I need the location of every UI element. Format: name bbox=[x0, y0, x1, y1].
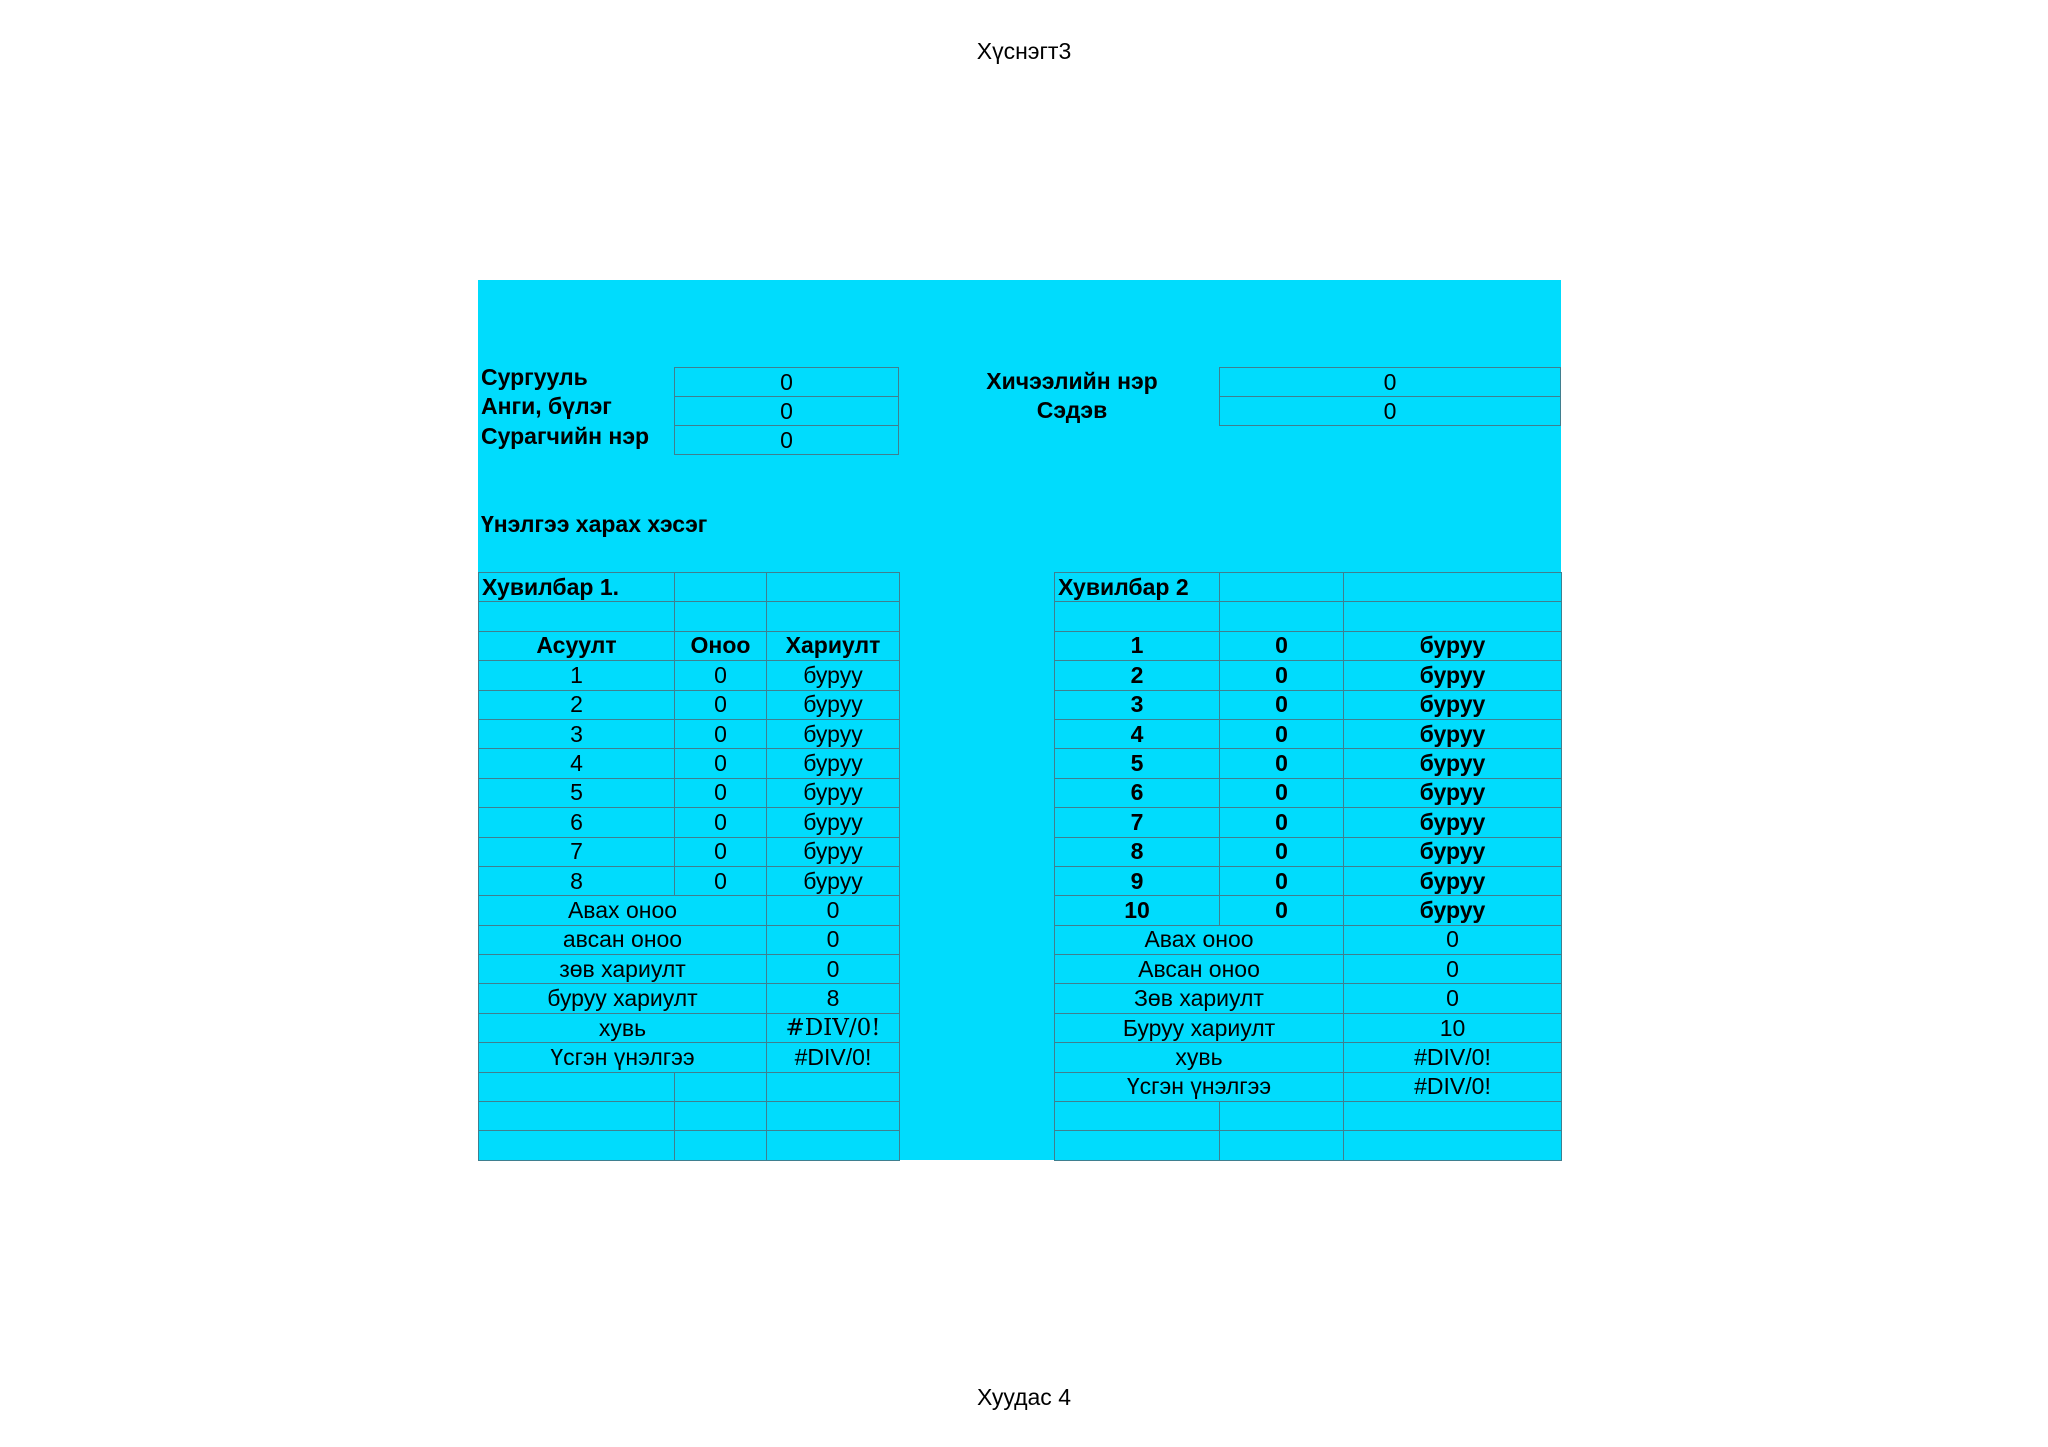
summary-label: Буруу хариулт bbox=[1055, 1013, 1344, 1042]
topic-value[interactable]: 0 bbox=[1219, 396, 1561, 426]
summary-value: #DIV/0! bbox=[1344, 1072, 1562, 1101]
question-answer: буруу bbox=[767, 837, 900, 866]
question-score: 0 bbox=[675, 690, 767, 719]
question-number: 7 bbox=[479, 837, 675, 866]
question-answer: буруу bbox=[1344, 837, 1562, 866]
summary-row bbox=[1055, 955, 1562, 984]
question-number: 2 bbox=[1055, 661, 1220, 690]
question-score: 0 bbox=[1220, 749, 1344, 778]
question-answer: буруу bbox=[767, 808, 900, 837]
summary-value: 10 bbox=[1344, 1013, 1562, 1042]
question-answer: буруу bbox=[1344, 866, 1562, 895]
column-header-score: Оноо bbox=[675, 631, 767, 660]
sheet-title: Хүснэгт3 bbox=[976, 38, 1072, 64]
question-answer: буруу bbox=[767, 749, 900, 778]
summary-value: 0 bbox=[1344, 984, 1562, 1013]
table-row bbox=[479, 837, 900, 866]
question-number: 5 bbox=[1055, 749, 1220, 778]
question-number: 9 bbox=[1055, 866, 1220, 895]
summary-label: хувь bbox=[479, 1013, 767, 1042]
table-row bbox=[479, 690, 900, 719]
table-row bbox=[1055, 602, 1562, 631]
table-row bbox=[479, 602, 900, 631]
question-answer: буруу bbox=[1344, 661, 1562, 690]
page-number: Хуудас 4 bbox=[977, 1384, 1071, 1410]
table-row bbox=[479, 1072, 900, 1101]
column-header-answer: Хариулт bbox=[767, 631, 900, 660]
summary-label: Үсгэн үнэлгээ bbox=[1055, 1072, 1344, 1101]
summary-label: хувь bbox=[1055, 1043, 1344, 1072]
question-number: 4 bbox=[479, 749, 675, 778]
question-answer: буруу bbox=[1344, 690, 1562, 719]
question-score: 0 bbox=[675, 661, 767, 690]
question-number: 6 bbox=[1055, 778, 1220, 807]
question-score: 0 bbox=[1220, 866, 1344, 895]
question-score: 0 bbox=[1220, 661, 1344, 690]
summary-row bbox=[479, 896, 900, 925]
question-number: 6 bbox=[479, 808, 675, 837]
question-number: 5 bbox=[479, 778, 675, 807]
question-answer: буруу bbox=[767, 719, 900, 748]
question-answer: буруу bbox=[1344, 896, 1562, 925]
question-number: 2 bbox=[479, 690, 675, 719]
table-row bbox=[1055, 1102, 1562, 1131]
question-score: 0 bbox=[675, 749, 767, 778]
table-row bbox=[1055, 896, 1562, 925]
question-number: 8 bbox=[479, 866, 675, 895]
table-row bbox=[1055, 866, 1562, 895]
summary-value: 0 bbox=[767, 925, 900, 954]
question-score: 0 bbox=[1220, 719, 1344, 748]
summary-row bbox=[1055, 925, 1562, 954]
question-score: 0 bbox=[1220, 808, 1344, 837]
question-score: 0 bbox=[675, 808, 767, 837]
question-number: 8 bbox=[1055, 837, 1220, 866]
table-row bbox=[1055, 719, 1562, 748]
table-row bbox=[1055, 1131, 1562, 1160]
table-row bbox=[1055, 631, 1562, 660]
summary-row bbox=[1055, 1072, 1562, 1101]
question-number: 3 bbox=[479, 719, 675, 748]
question-number: 1 bbox=[1055, 631, 1220, 660]
table-row bbox=[479, 719, 900, 748]
subject-label: Хичээлийн нэр bbox=[986, 368, 1158, 394]
question-score: 0 bbox=[675, 837, 767, 866]
question-score: 0 bbox=[675, 866, 767, 895]
class-value[interactable]: 0 bbox=[674, 396, 899, 426]
question-number: 7 bbox=[1055, 808, 1220, 837]
variant2-table bbox=[1054, 572, 1562, 1161]
topic-label: Сэдэв bbox=[1036, 397, 1108, 423]
table-row bbox=[1055, 749, 1562, 778]
table-row bbox=[1055, 778, 1562, 807]
column-header-question: Асуулт bbox=[479, 631, 675, 660]
summary-row bbox=[479, 984, 900, 1013]
table-row bbox=[1055, 690, 1562, 719]
summary-row bbox=[479, 1013, 900, 1042]
summary-row bbox=[1055, 1013, 1562, 1042]
table-header-row bbox=[479, 631, 900, 660]
question-answer: буруу bbox=[767, 866, 900, 895]
summary-value: 0 bbox=[767, 896, 900, 925]
summary-label: Авах оноо bbox=[479, 896, 767, 925]
table-row bbox=[479, 778, 900, 807]
summary-row bbox=[1055, 984, 1562, 1013]
question-answer: буруу bbox=[1344, 631, 1562, 660]
summary-label: авсан оноо bbox=[479, 925, 767, 954]
summary-label: Үсгэн үнэлгээ bbox=[479, 1043, 767, 1072]
table-row bbox=[479, 1131, 900, 1160]
summary-value: #DIV/0! bbox=[767, 1043, 900, 1072]
school-value[interactable]: 0 bbox=[674, 367, 899, 397]
summary-value: 0 bbox=[1344, 925, 1562, 954]
summary-label: Зөв хариулт bbox=[1055, 984, 1344, 1013]
question-number: 1 bbox=[479, 661, 675, 690]
question-score: 0 bbox=[675, 719, 767, 748]
question-answer: буруу bbox=[767, 778, 900, 807]
variant1-title: Хувилбар 1. bbox=[479, 573, 675, 602]
summary-value: #DIV/0! bbox=[767, 1013, 900, 1042]
table-row bbox=[1055, 808, 1562, 837]
school-label: Сургууль bbox=[481, 364, 588, 390]
section-title: Үнэлгээ харах хэсэг bbox=[481, 511, 708, 537]
subject-value[interactable]: 0 bbox=[1219, 367, 1561, 397]
question-answer: буруу bbox=[1344, 749, 1562, 778]
question-score: 0 bbox=[1220, 690, 1344, 719]
variant1-table bbox=[478, 572, 900, 1161]
summary-row bbox=[1055, 1043, 1562, 1072]
summary-label: Авах оноо bbox=[1055, 925, 1344, 954]
student-name-label: Сурагчийн нэр bbox=[481, 423, 650, 449]
table-row bbox=[479, 866, 900, 895]
question-score: 0 bbox=[675, 778, 767, 807]
table-row bbox=[1055, 573, 1562, 602]
question-number: 4 bbox=[1055, 719, 1220, 748]
summary-row bbox=[479, 1043, 900, 1072]
summary-value: #DIV/0! bbox=[1344, 1043, 1562, 1072]
table-row bbox=[479, 1102, 900, 1131]
question-score: 0 bbox=[1220, 778, 1344, 807]
table-row bbox=[1055, 661, 1562, 690]
summary-value: 0 bbox=[1344, 955, 1562, 984]
question-number: 10 bbox=[1055, 896, 1220, 925]
summary-label: зөв хариулт bbox=[479, 955, 767, 984]
table-row bbox=[1055, 837, 1562, 866]
question-number: 3 bbox=[1055, 690, 1220, 719]
table-row bbox=[479, 573, 900, 602]
summary-value: 8 bbox=[767, 984, 900, 1013]
summary-label: буруу хариулт bbox=[479, 984, 767, 1013]
class-label: Анги, бүлэг bbox=[481, 393, 612, 419]
question-score: 0 bbox=[1220, 631, 1344, 660]
question-answer: буруу bbox=[1344, 778, 1562, 807]
table-row bbox=[479, 749, 900, 778]
question-answer: буруу bbox=[1344, 719, 1562, 748]
question-answer: буруу bbox=[767, 661, 900, 690]
spreadsheet-area bbox=[478, 280, 1561, 1160]
student-name-value[interactable]: 0 bbox=[674, 425, 899, 455]
question-score: 0 bbox=[1220, 837, 1344, 866]
summary-value: 0 bbox=[767, 955, 900, 984]
table-row bbox=[479, 661, 900, 690]
table-row bbox=[479, 808, 900, 837]
question-answer: буруу bbox=[767, 690, 900, 719]
summary-row bbox=[479, 925, 900, 954]
variant2-title: Хувилбар 2 bbox=[1055, 573, 1220, 602]
question-answer: буруу bbox=[1344, 808, 1562, 837]
summary-row bbox=[479, 955, 900, 984]
question-score: 0 bbox=[1220, 896, 1344, 925]
summary-label: Авсан оноо bbox=[1055, 955, 1344, 984]
